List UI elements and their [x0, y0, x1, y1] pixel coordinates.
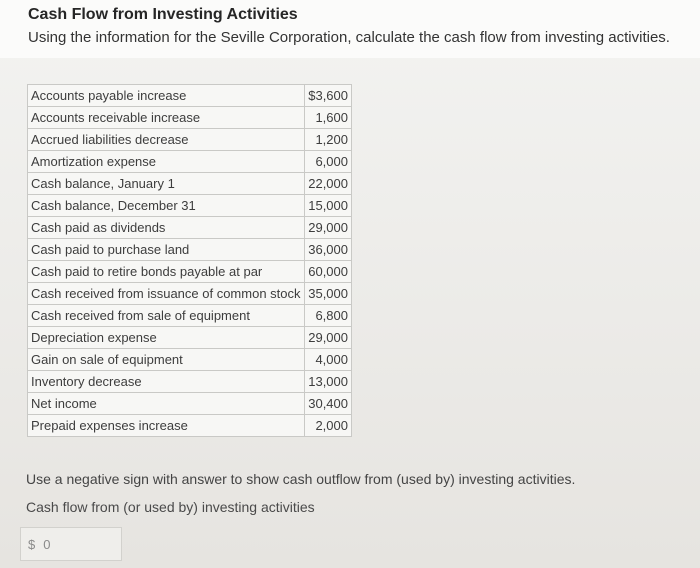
row-value: 1,200: [305, 129, 352, 151]
data-table: [27, 84, 352, 437]
page-title: Cash Flow from Investing Activities: [28, 6, 298, 23]
row-value: 1,600: [305, 107, 352, 129]
question-prompt: Using the information for the Seville Corporation, calculate the cash flow from investing activities.: [28, 29, 670, 46]
row-label: Accounts receivable increase: [28, 107, 305, 129]
answer-label: Cash flow from (or used by) investing activities: [26, 499, 315, 515]
table-row: [28, 349, 352, 371]
table-row: [28, 129, 352, 151]
row-value: 36,000: [305, 239, 352, 261]
row-value: 6,000: [305, 151, 352, 173]
row-value: 2,000: [305, 415, 352, 437]
currency-symbol: $: [28, 536, 36, 552]
table-row: [28, 393, 352, 415]
instruction-text: Use a negative sign with answer to show cash outflow from (used by) investing activities.: [26, 471, 576, 487]
table-row: [28, 305, 352, 327]
table-row: [28, 217, 352, 239]
answer-input[interactable]: [20, 527, 122, 561]
row-label: Cash balance, December 31: [28, 195, 305, 217]
table-row: [28, 195, 352, 217]
row-label: Inventory decrease: [28, 371, 305, 393]
table-row: [28, 283, 352, 305]
row-label: Cash paid to retire bonds payable at par: [28, 261, 305, 283]
row-label: Cash balance, January 1: [28, 173, 305, 195]
table-row: [28, 151, 352, 173]
table-row: [28, 415, 352, 437]
row-value: 15,000: [305, 195, 352, 217]
row-value: 29,000: [305, 327, 352, 349]
row-label: Gain on sale of equipment: [28, 349, 305, 371]
table-row: [28, 371, 352, 393]
table-row: [28, 261, 352, 283]
row-value: 13,000: [305, 371, 352, 393]
row-value: 22,000: [305, 173, 352, 195]
answer-value[interactable]: 0: [43, 536, 51, 552]
row-label: Accounts payable increase: [28, 85, 305, 107]
row-label: Cash paid to purchase land: [28, 239, 305, 261]
row-value: 4,000: [305, 349, 352, 371]
row-label: Accrued liabilities decrease: [28, 129, 305, 151]
row-value: $3,600: [305, 85, 352, 107]
row-label: Net income: [28, 393, 305, 415]
row-label: Cash received from sale of equipment: [28, 305, 305, 327]
table-row: [28, 239, 352, 261]
row-value: 30,400: [305, 393, 352, 415]
row-value: 35,000: [305, 283, 352, 305]
row-label: Amortization expense: [28, 151, 305, 173]
row-label: Cash paid as dividends: [28, 217, 305, 239]
table-row: [28, 107, 352, 129]
row-label: Cash received from issuance of common stock: [28, 283, 305, 305]
row-value: 60,000: [305, 261, 352, 283]
table-row: [28, 173, 352, 195]
row-label: Prepaid expenses increase: [28, 415, 305, 437]
table-row: [28, 327, 352, 349]
row-label: Depreciation expense: [28, 327, 305, 349]
row-value: 6,800: [305, 305, 352, 327]
row-value: 29,000: [305, 217, 352, 239]
table-row: [28, 85, 352, 107]
